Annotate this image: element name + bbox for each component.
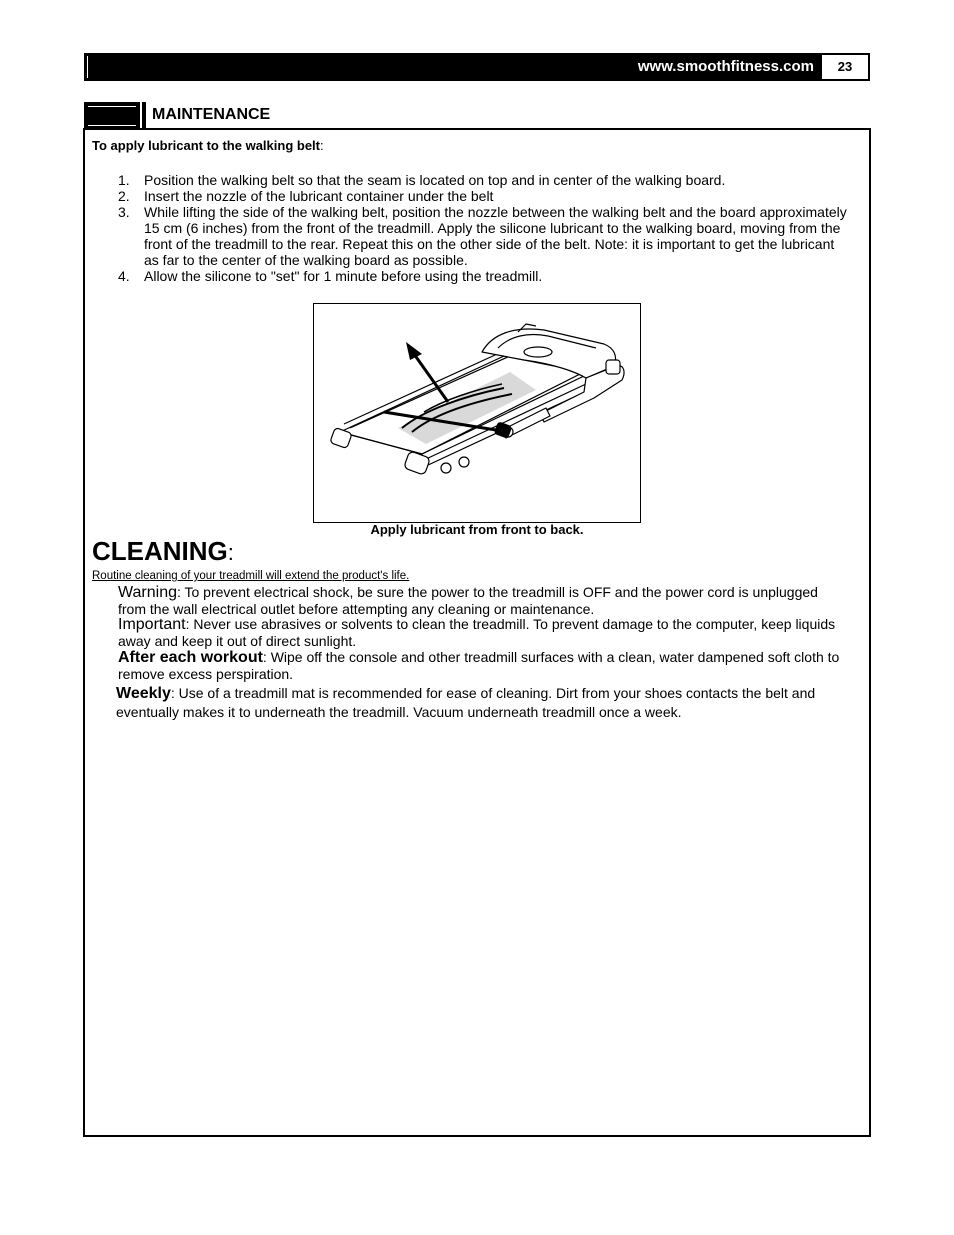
section-tab-divider: [140, 102, 142, 128]
step-number: 2.: [118, 188, 130, 204]
list-item: [92, 204, 852, 268]
lubrication-heading: [92, 138, 324, 153]
treadmill-lubrication-figure: [313, 303, 641, 523]
section-tab-marker: [84, 102, 146, 128]
wheel: [459, 457, 469, 467]
step-number: 3.: [118, 204, 130, 220]
step-number: 1.: [118, 172, 130, 188]
treadmill-illustration: [314, 304, 640, 522]
wheel: [441, 463, 451, 473]
cleaning-heading: [92, 536, 234, 567]
lubrication-heading-text: To apply lubricant to the walking belt: [92, 138, 320, 153]
cleaning-heading-text: CLEANING: [92, 536, 228, 566]
workout-text: : Wipe off the console and other treadmill surfaces with a clean, water dampened soft cloth to remove excess perspiration.: [118, 649, 840, 682]
lubrication-heading-colon: :: [320, 138, 324, 153]
weekly-text: : Use of a treadmill mat is recommended for ease of cleaning. Dirt from your shoes contacts the belt and eventually makes it to underneath the treadmill. Vacuum underneath treadmill once a week.: [116, 685, 816, 720]
lubrication-steps: [92, 172, 852, 284]
warning-label: Warning: [118, 584, 177, 601]
step-number: 4.: [118, 268, 130, 284]
website-url: www.smoothfitness.com: [637, 58, 814, 75]
figure-caption: Apply lubricant from front to back.: [370, 522, 584, 537]
warning-paragraph: [118, 584, 848, 617]
step-text: Insert the nozzle of the lubricant container under the belt: [144, 188, 494, 204]
list-item: [92, 268, 852, 284]
weekly-paragraph: [116, 684, 864, 721]
cleaning-heading-colon: :: [227, 540, 234, 565]
step-text: Position the walking belt so that the seam is located on top and in center of the walking board.: [144, 172, 726, 188]
page-header-bar: [84, 53, 870, 81]
step-text: While lifting the side of the walking belt, position the nozzle between the walking belt and the board approximately 15 cm (6 inches) from the front of the treadmill. Apply the silicone lubricant to the walking board, moving from the front of the treadmill to the rear. Repeat this on the other side of the belt. Note: it is important to get the lubricant as far to the center of the walking board as possible.: [144, 204, 847, 268]
rear-roller-cap: [606, 360, 620, 374]
cleaning-intro: Routine cleaning of your treadmill will extend the product's life.: [92, 570, 410, 582]
list-item: [92, 188, 852, 204]
step-text: Allow the silicone to "set" for 1 minute before using the treadmill.: [144, 268, 543, 284]
important-text: : Never use abrasives or solvents to clean the treadmill. To prevent damage to the computer, keep liquids away and keep it out of direct sunlight.: [118, 616, 836, 649]
list-item: [92, 172, 852, 188]
important-label: Important: [118, 616, 186, 633]
header-divider: [87, 56, 88, 78]
section-tab-inner: [88, 106, 136, 126]
weekly-label: Weekly: [116, 685, 171, 702]
page-number: 23: [822, 55, 868, 79]
workout-label: After each workout: [118, 649, 263, 666]
warning-text: : To prevent electrical shock, be sure the power to the treadmill is OFF and the power cord is unplugged from the wall electrical outlet before attempting any cleaning or maintenance.: [118, 584, 818, 617]
important-paragraph: [118, 616, 848, 649]
direction-arrow-head: [406, 342, 422, 360]
section-title: MAINTENANCE: [152, 106, 271, 123]
front-cap-right: [404, 451, 431, 475]
workout-paragraph: [118, 649, 848, 682]
